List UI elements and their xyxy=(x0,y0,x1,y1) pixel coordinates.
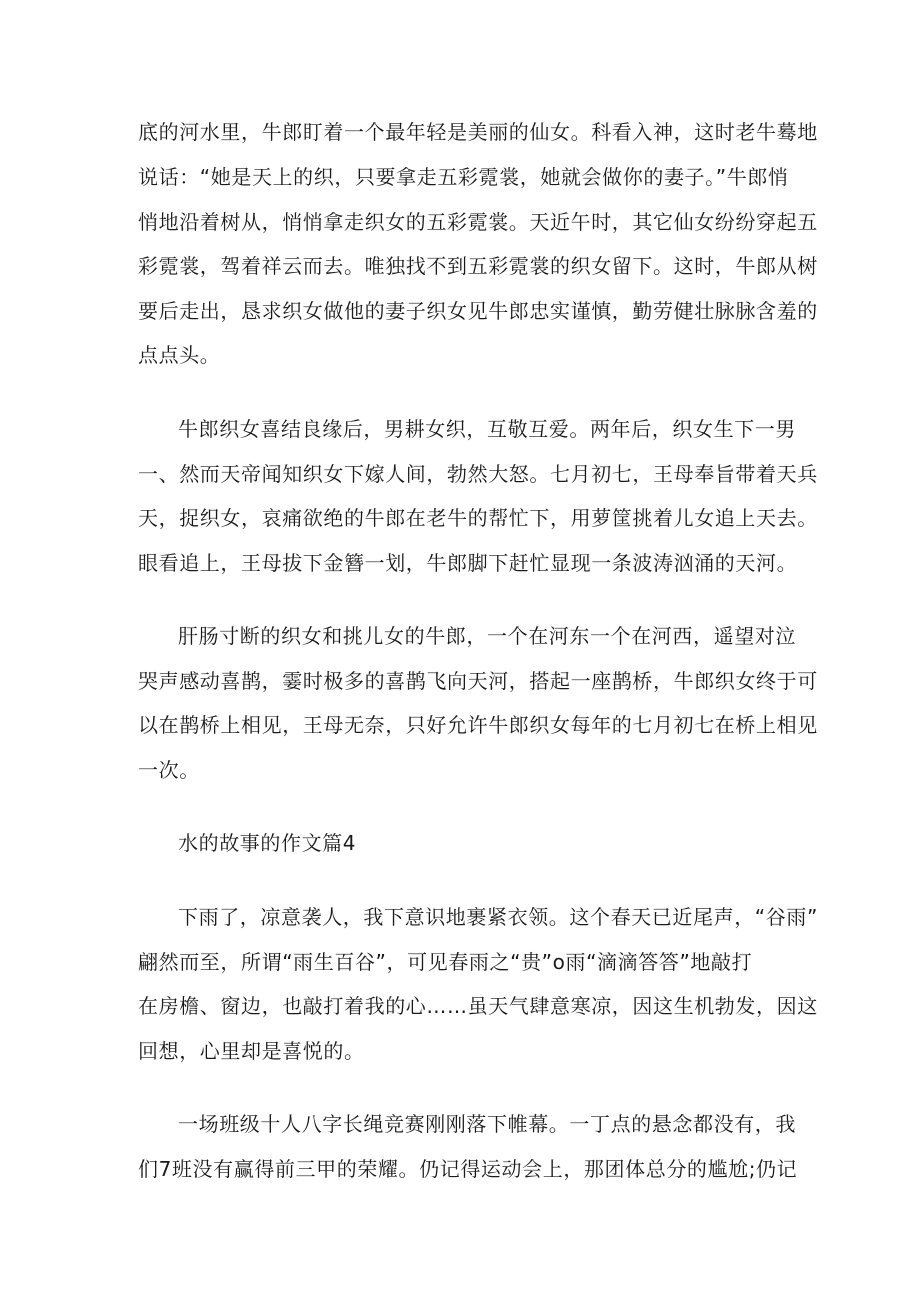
text-line: 哭声感动喜鹊，霎时极多的喜鹊飞向天河，搭起一座鹊桥，牛郎织女终于可 xyxy=(138,669,818,693)
paragraph-first-line: 一场班级十人八字长绳竞赛刚刚落下帷幕。一丁点的悬念都没有，我 xyxy=(178,1112,796,1136)
text-line: 点点头。 xyxy=(138,343,221,367)
text-line: 翩然而至，所谓“雨生百谷”，可见春雨之“贵”o雨“滴滴答答”地敲打 xyxy=(138,950,753,974)
text-line: 要后走出，恳求织女做他的妻子织女见牛郎忠实谨慎，勤劳健壮脉脉含羞的 xyxy=(138,299,818,323)
text-line: 们7班没有赢得前三甲的荣耀。仍记得运动会上，那团体总分的尴尬;仍记 xyxy=(138,1157,798,1181)
text-line: 一次。 xyxy=(138,758,200,782)
text-line: 说话：“她是天上的织，只要拿走五彩霓裳，她就会做你的妻子。”牛郎悄 xyxy=(138,165,789,189)
text-line: 底的河水里，牛郎盯着一个最年轻是美丽的仙女。科看入神，这时老牛蓦地 xyxy=(138,120,818,144)
text-line: 回想，心里却是喜悦的。 xyxy=(138,1039,365,1063)
text-line: 在房檐、窗边，也敲打着我的心……虽天气肆意寒凉，因这生机勃发，因这 xyxy=(138,994,818,1018)
paragraph-first-line: 牛郎织女喜结良缘后，男耕女织，互敬互爱。两年后，织女生下一男 xyxy=(178,417,796,441)
text-line: 一、然而天帝闻知织女下嫁人间，勃然大怒。七月初七，王母奉旨带着天兵 xyxy=(138,462,818,486)
text-line: 天，捉织女，哀痛欲绝的牛郎在老牛的帮忙下，用萝筐挑着儿女追上天去。 xyxy=(138,506,818,530)
text-line: 以在鹊桥上相见，王母无奈，只好允许牛郎织女每年的七月初七在桥上相见 xyxy=(138,713,818,737)
paragraph-first-line: 肝肠寸断的织女和挑儿女的牛郎，一个在河东一个在河西，遥望对泣 xyxy=(178,624,796,648)
paragraph-first-line: 下雨了，凉意袭人，我下意识地裹紧衣领。这个春天已近尾声，“谷雨” xyxy=(178,905,818,929)
section-heading: 水的故事的作文篇4 xyxy=(178,831,357,855)
text-line: 彩霓裳，驾着祥云而去。唯独找不到五彩霓裳的织女留下。这时，牛郎从树 xyxy=(138,254,818,278)
text-line: 眼看追上，王母拔下金簪一划，牛郎脚下赶忙显现一条波涛汹涌的天河。 xyxy=(138,551,798,575)
text-line: 悄地沿着树从，悄悄拿走织女的五彩霓裳。天近午时，其它仙女纷纷穿起五 xyxy=(138,210,818,234)
